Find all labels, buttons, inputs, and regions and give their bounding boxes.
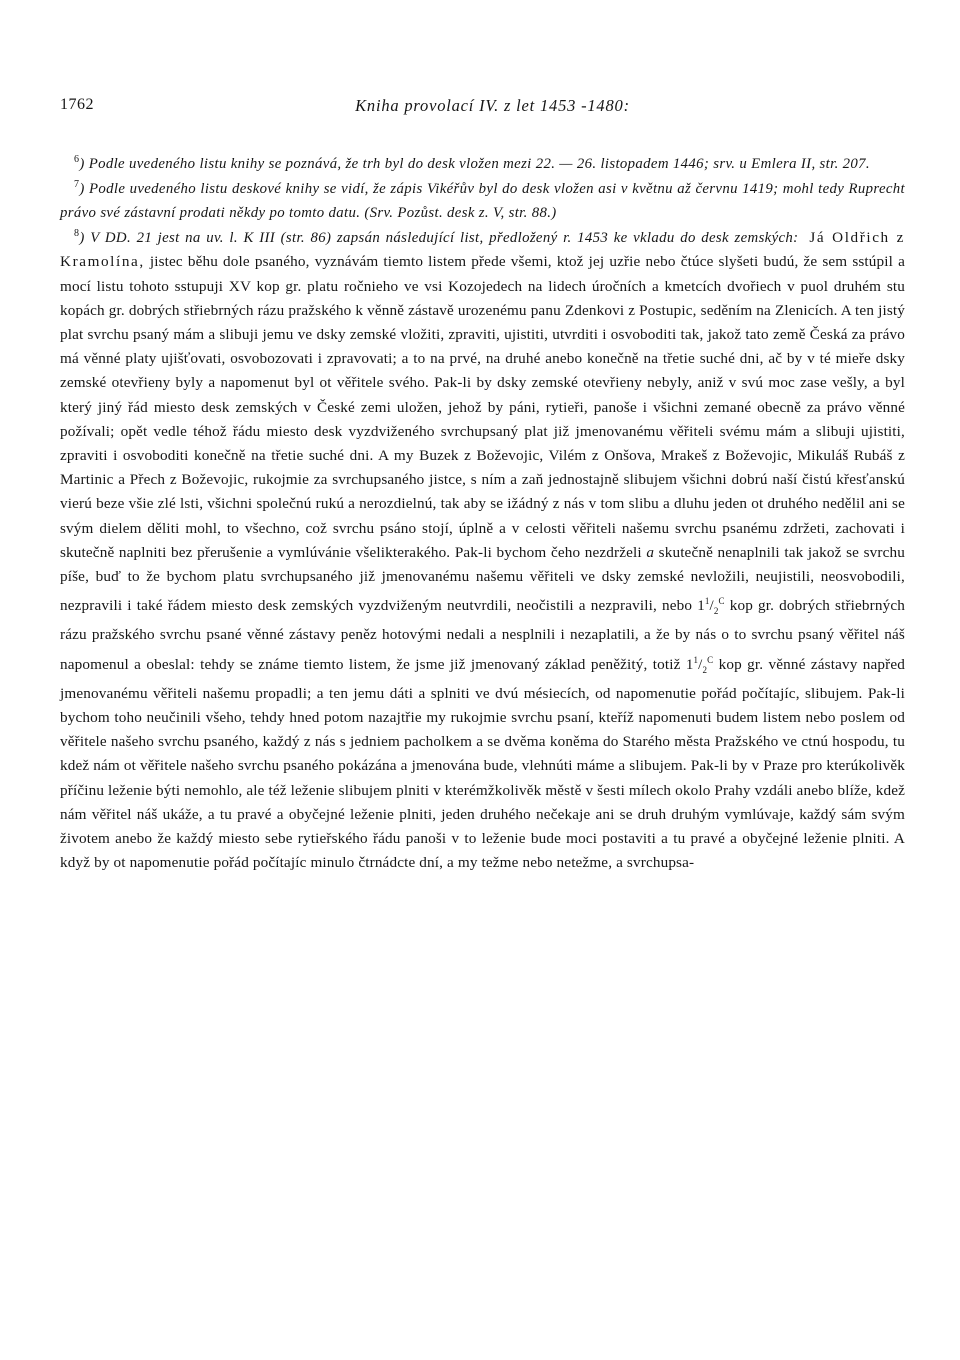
- signatory: Já Oldřich z Kramolína,: [60, 228, 905, 271]
- fraction-amount: $1^1/_2^C$: [697, 596, 725, 617]
- page-number: 1762: [60, 96, 94, 113]
- footnote-6: $^6$) Podle uvedeného listu knihy se poznává, že trh byl do desk vložen mezi 22. — 26. listopadem 1446; srv. u Emlera II, str. 207.: [74, 154, 870, 172]
- footnote-marker: 7: [74, 178, 80, 190]
- charter-text-4: kop gr. věnné zástavy napřed jmenovanému věřiteli našemu propadli; a ten jemu dáti a splniti ve dvú mésiecích, od napomenutie pořád počítajíc, slibujem. Pak-li bychom toho neučinili všeho, tehdy hned potom nazajtřie my rukojmie svrchu psaní, kteříž napomenuti budem listem nebo poslem od věřitele našeho svrchu psaného, každý z nás s jedniem pacholkem a se dvěma koněma do Starého města Pražského ve ctnú hospodu, tu kdež nám ot věřitele našeho svrchu psaného pokázána a jmenována bude, vlehnúti máme a slibujem. Pak-li by v Praze pro kterúkolivěk příčinu leženie býti nemohlo, ale též leženie slibujem plniti v kterémžkolivěk městě v šesti mílech okolo Prahy vzdáli anebo blíže, kdež nám věřitel náš ukáže, a tu pravé a obyčejné leženie plniti, jeden druhého nečekaje ani se druh druhým vymlúvaje, každý sám svým životem anebo že každý miesto sebe rytieřského řádu panoši v to leženie bude moci postaviti a tu pravé a obyčejné leženie plniti. A když by ot napomenutie pořád počítajíc minulo čtrnádcte dní, a my težme nebo netežme, a svrchupsa-: [60, 655, 906, 872]
- footnote-marker: 8: [74, 227, 80, 239]
- charter-text-1: jistec běhu dole psaného, vyznávám tiemto listem přede všemi, ktož jej uzřie nebo čtúce slyšeti budú, že sem sstúpil a mocí listu tohoto sstupuji XV kop gr. platu ročnieho ve vsi Kozojedech na lidech úročních a kmetcích dvořiech v puol druhém stu kopách gr. dobrých střiebrných rázu pražského k věnně zástavě urozenému panu Zdenkovi z Postupic, seděním na Zlenicích. A ten jistý plat svrchu psaný mám a slibuji jemu ve dsky zemské vložiti, zpraviti, ujistiti, utvrditi i osvoboditi tak, jakož tato země Česká za právo má věnné platy ujišťovati, osvobozovati i zpravovati; a to na prvé, na druhé anebo konečně na třetie suché dni, ač by v té mieře dsky zemské otevřieny byly a napomenut byl ot věřitele svého. Pak-li by dsky zemské otevřieny nebyly, aniž v svú moc zase vešly, a byl který jiný řád miesto desk zemských v České zemi uložen, jehož by páni, rytieři, panoše i všichni zemané obecně za právo věnné požívali; opět vedle téhož řádu miesto desk vyzdviženého svrchupsaný plat již jmenovanému věřiteli svému mám a slibuji ujistiti, zpraviti i osvoboditi konečně na třetie suché dni. A my Buzek z Boževojic, Vilém z Onšova, Mrakeš z Boževojic, Mikuláš Rubáš z Martinic a Přech z Boževojic, rukojmie za svrchupsaného jistce, s ním a zaň jednostajně slibujem všichni dobrú naší čistú křesťanskú vierú beze všie zlé lsti, všichni společnú rukú a nerozdielnú, tak aby se ižádný z nás v tom slibu a dluhu jeden ot druhého nedělil ani se svým dielem děliti mohl, to všechno, což svrchu psáno stojí, úplně a v celosti věřiteli našemu svrchu psanému zdržeti, zachovati i skutečně naplniti bez přerušenie a vymlúvánie všelikterakého. Pak-li bychom čeho nezdrželi: [60, 253, 905, 561]
- charter-text-3: kop gr. dobrých střiebrných rázu pražského svrchu psané věnné zástavy peněz hotovými nedali a nesplnili i nezaplatili, a že by nás o to svrchu psaný věřitel náš napomenul a obeslal: tehdy se známe tiemto listem, že jsme již jmenovaný základ peněžitý, totiž: [60, 597, 906, 673]
- page-header: [60, 96, 905, 126]
- footnote-text: Podle uvedeného listu knihy se poznává, že trh byl do desk vložen mezi 22. — 26. listopadem 1446; srv. u Emlera II, str. 207.: [88, 156, 870, 172]
- footnote-text: Podle uvedeného listu deskové knihy se vidí, že zápis Vikéřův byl do desk vložen asi v květnu až červnu 1419; mohl tedy Ruprecht právo své zástavní prodati někdy po tomto datu. (Srv. Pozůst. desk z. V, str. 88.): [60, 180, 905, 222]
- running-title: Kniha provolací IV. z let 1453 -1480:: [355, 96, 630, 115]
- fraction-amount: $1^1/_2^C$: [685, 654, 714, 675]
- footnote-7: $^7$) Podle uvedeného listu deskové knihy se vidí, že zápis Vikéřův byl do desk vložen asi v květnu až červnu 1419; mohl tedy Ruprecht právo své zástavní prodati někdy po tomto datu. (Srv. Pozůst. desk z. V, str. 88.): [60, 178, 905, 222]
- italic-letter: a: [646, 543, 655, 561]
- footnote-marker: 6: [74, 154, 80, 166]
- document-page: [60, 96, 905, 875]
- footnote-intro: V DD. 21 jest na uv. l. K III (str. 86) zapsán následující list, předložený r. 1453 ke vkladu do desk zemských:: [90, 229, 799, 246]
- footnote-8: [60, 226, 905, 876]
- charter-text-2: skutečně nenaplnili tak jakož se svrchu píše, buď to že bychom platu svrchupsaného již jmenovanému našemu věřiteli ve dsky zemské nevložili, neujistili, neosvobodili, nezpravili i také řádem miesto desk zemských vyzdviženým neutvrdili, neočistili a nezpravili, nebo: [60, 543, 905, 615]
- footnote-8-intro-wrap: $^8$) V DD. 21 jest na uv. l. K III (str. 86) zapsán následující list, předložený r. 1453 ke vkladu do desk zemských:: [74, 227, 799, 246]
